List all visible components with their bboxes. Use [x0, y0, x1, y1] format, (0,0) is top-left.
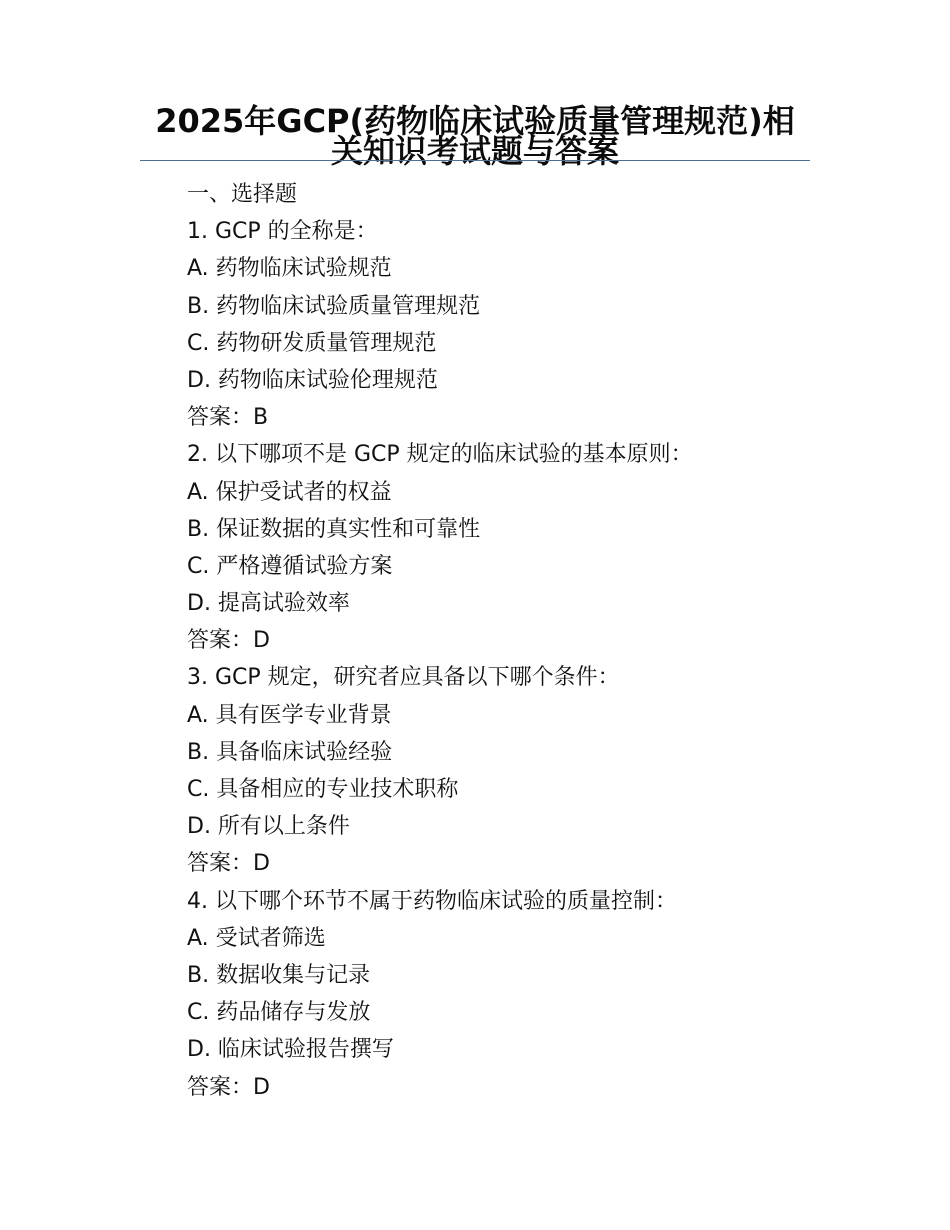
- answer-line: 答案：D: [187, 628, 270, 654]
- document-title: 2025年GCP(药物临床试验质量管理规范)相关知识考试题与答案: [155, 102, 795, 170]
- option-c: C. 药品储存与发放: [187, 1000, 371, 1026]
- question-block: [187, 659, 807, 882]
- option-a: A. 受试者筛选: [187, 925, 326, 951]
- option-a: A. 药物临床试验规范: [187, 256, 392, 282]
- question-stem: 2. 以下哪项不是 GCP 规定的临床试验的基本原则：: [187, 442, 693, 468]
- document-body: [187, 176, 807, 1106]
- option-a: A. 具有医学专业背景: [187, 702, 392, 728]
- option-d: D. 所有以上条件: [187, 814, 350, 840]
- option-d: D. 临床试验报告撰写: [187, 1037, 394, 1063]
- answer-line: 答案：D: [187, 1074, 270, 1100]
- option-b: B. 保证数据的真实性和可靠性: [187, 516, 481, 542]
- option-a: A. 保护受试者的权益: [187, 479, 392, 505]
- option-c: C. 严格遵循试验方案: [187, 553, 393, 579]
- question-block: [187, 436, 807, 659]
- option-b: B. 数据收集与记录: [187, 962, 371, 988]
- option-d: D. 药物临床试验伦理规范: [187, 367, 438, 393]
- question-block: [187, 883, 807, 1106]
- option-d: D. 提高试验效率: [187, 591, 350, 617]
- question-stem: 4. 以下哪个环节不属于药物临床试验的质量控制：: [187, 888, 677, 914]
- section-heading: 一、选择题: [187, 182, 298, 207]
- answer-line: 答案：B: [187, 405, 269, 431]
- option-c: C. 药物研发质量管理规范: [187, 330, 437, 356]
- question-stem: 1. GCP 的全称是：: [187, 219, 378, 245]
- answer-line: 答案：D: [187, 851, 270, 877]
- title-underline: [140, 160, 810, 161]
- option-c: C. 具备相应的专业技术职称: [187, 777, 459, 802]
- option-b: B. 药物临床试验质量管理规范: [187, 293, 481, 319]
- question-stem: 3. GCP 规定，研究者应具备以下哪个条件：: [187, 665, 620, 691]
- question-block: [187, 213, 807, 436]
- option-b: B. 具备临床试验经验: [187, 739, 393, 765]
